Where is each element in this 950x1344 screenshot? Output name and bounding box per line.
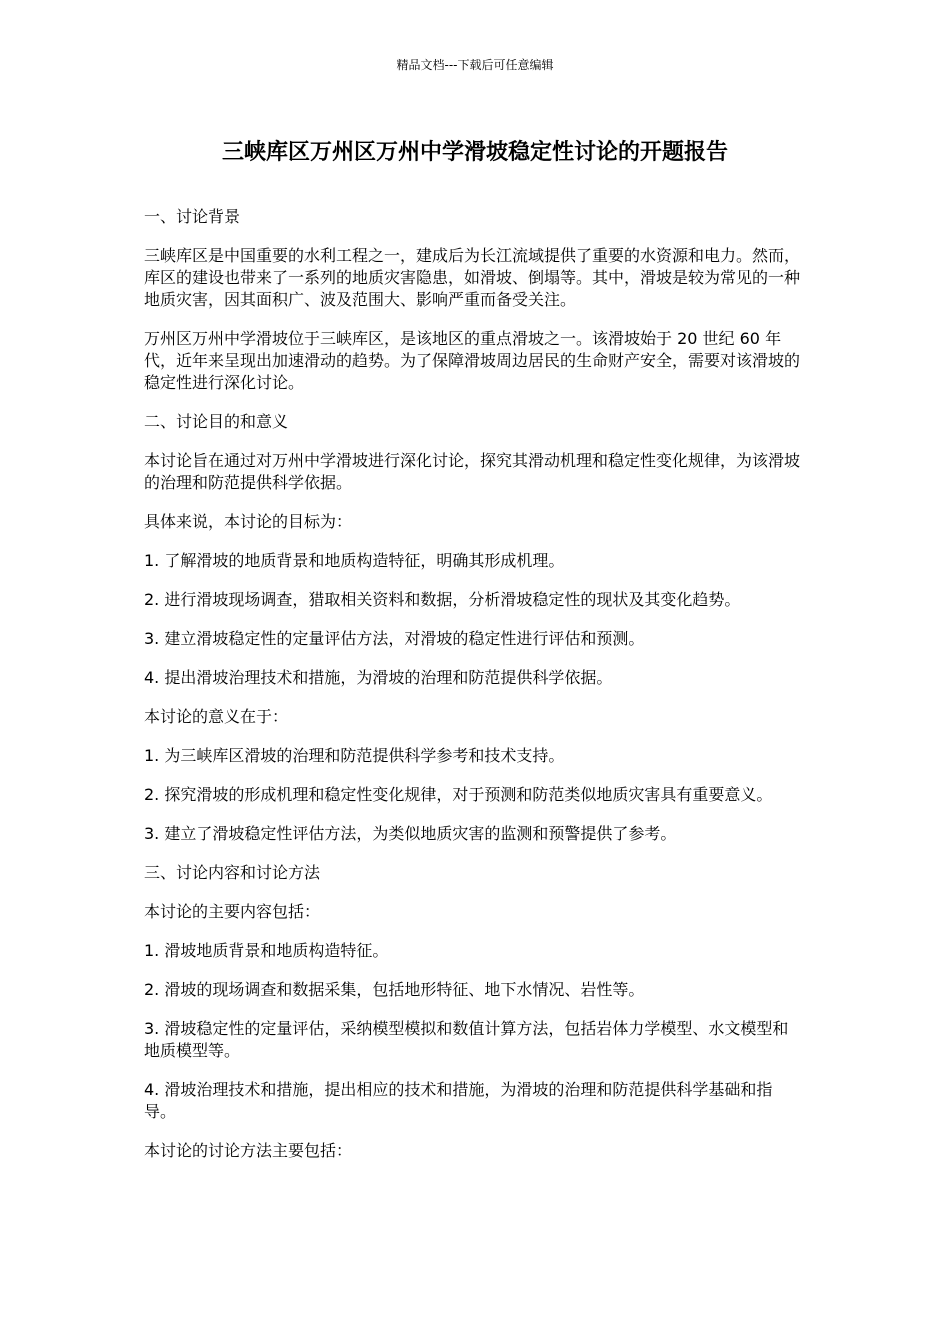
paragraph: 本讨论的讨论方法主要包括： [144, 1141, 353, 1160]
section-heading-content-methods: 三、讨论内容和讨论方法 [144, 863, 321, 882]
section-heading-background: 一、讨论背景 [144, 207, 241, 226]
paragraph: 本讨论的意义在于： [144, 707, 289, 726]
document-body [144, 206, 804, 1179]
list-item: 3. 滑坡稳定性的定量评估，采纳模型模拟和数值计算方法，包括岩体力学模型、水文模型和地质模型等。 [144, 1019, 789, 1060]
list-item: 3. 建立滑坡稳定性的定量评估方法，对滑坡的稳定性进行评估和预测。 [144, 629, 645, 648]
paragraph: 本讨论的主要内容包括： [144, 902, 321, 921]
document-title: 三峡库区万州区万州中学滑坡稳定性讨论的开题报告 [221, 140, 728, 165]
list-item: 2. 滑坡的现场调查和数据采集，包括地形特征、地下水情况、岩性等。 [144, 980, 645, 999]
paragraph: 具体来说，本讨论的目标为： [144, 512, 353, 531]
list-item: 1. 了解滑坡的地质背景和地质构造特征，明确其形成机理。 [144, 551, 565, 570]
list-item: 4. 滑坡治理技术和措施，提出相应的技术和措施，为滑坡的治理和防范提供科学基础和指导。 [144, 1080, 773, 1121]
list-item: 4. 提出滑坡治理技术和措施，为滑坡的治理和防范提供科学依据。 [144, 668, 613, 687]
list-item: 1. 为三峡库区滑坡的治理和防范提供科学参考和技术支持。 [144, 746, 565, 765]
paragraph: 本讨论旨在通过对万州中学滑坡进行深化讨论，探究其滑动机理和稳定性变化规律，为该滑坡的治理和防范提供科学依据。 [144, 451, 801, 492]
list-item: 2. 进行滑坡现场调查，猎取相关资料和数据，分析滑坡稳定性的现状及其变化趋势。 [144, 590, 741, 609]
paragraph: 万州区万州中学滑坡位于三峡库区，是该地区的重点滑坡之一。该滑坡始于 20 世纪 60 年代，近年来呈现出加速滑动的趋势。为了保障滑坡周边居民的生命财产安全，需要对该滑坡的稳定性进行深化讨论。 [144, 329, 801, 392]
list-item: 1. 滑坡地质背景和地质构造特征。 [144, 941, 389, 960]
page-header-watermark: 精品文档---下载后可任意编辑 [396, 58, 554, 72]
section-heading-purpose: 二、讨论目的和意义 [144, 412, 289, 431]
paragraph: 三峡库区是中国重要的水利工程之一，建成后为长江流域提供了重要的水资源和电力。然而，库区的建设也带来了一系列的地质灾害隐患，如滑坡、倒塌等。其中，滑坡是较为常见的一种地质灾害，因其面积广、波及范围大、影响严重而备受关注。 [144, 246, 801, 309]
list-item: 2. 探究滑坡的形成机理和稳定性变化规律，对于预测和防范类似地质灾害具有重要意义。 [144, 785, 773, 804]
list-item: 3. 建立了滑坡稳定性评估方法，为类似地质灾害的监测和预警提供了参考。 [144, 824, 677, 843]
